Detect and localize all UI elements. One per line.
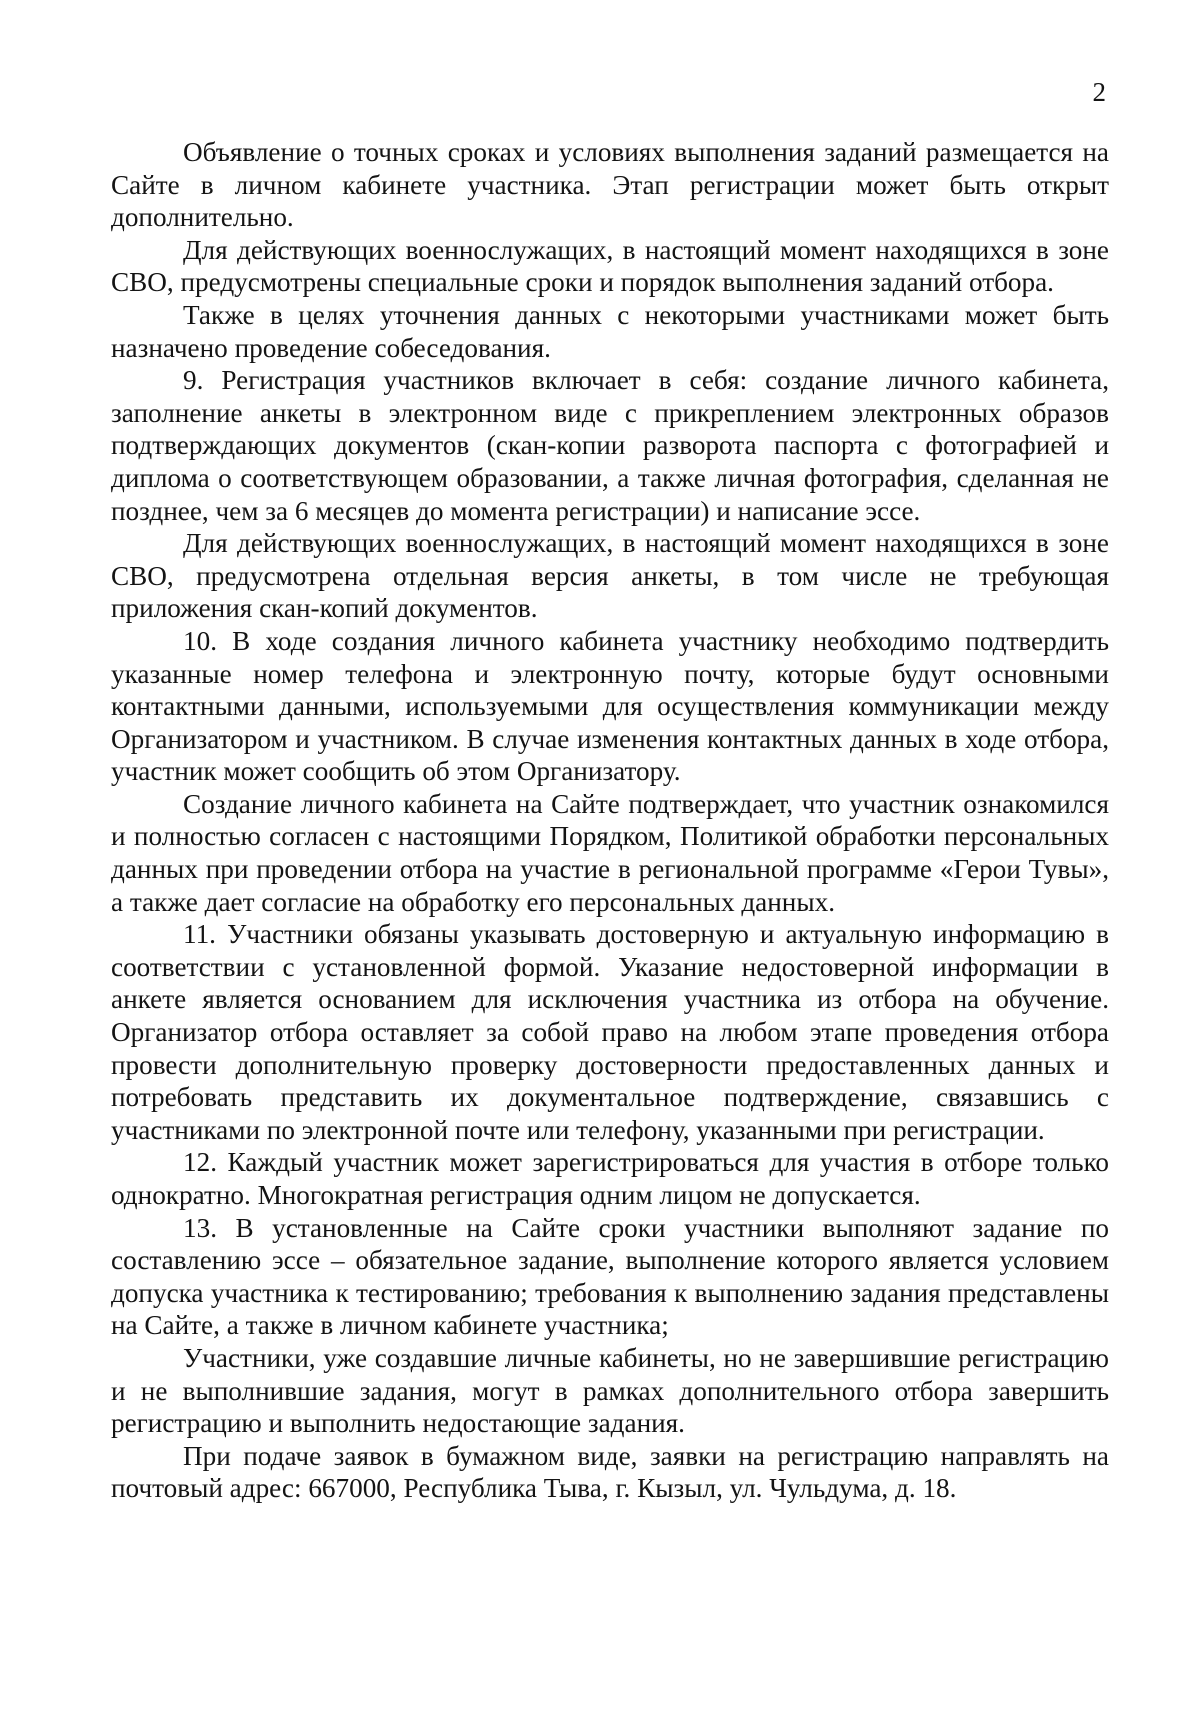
paragraph-item-10: 10. В ходе создания личного кабинета участнику необходимо подтвердить указанные номер телефона и электронную почту, которые будут основными контактными данными, используемыми для осуществления коммуникации между Организатором и участником. В случае изменения контактных данных в ходе отбора, участник может сообщить об этом Организатору.: [111, 625, 1109, 787]
paragraph-item-9: 9. Регистрация участников включает в себя: создание личного кабинета, заполнение анкеты в электронном виде с прикреплением электронных образов подтверждающих документов (скан-копии разворота паспорта с фотографией и диплома о соответствующем образовании, а также личная фотография, сделанная не позднее, чем за 6 месяцев до момента регистрации) и написание эссе.: [111, 365, 1109, 526]
paragraph-item-13: 13. В установленные на Сайте сроки участники выполняют задание по составлению эссе – обязательное задание, выполнение которого является условием допуска участника к тестированию; требования к выполнению задания представлены на Сайте, а также в личном кабинете участника;: [111, 1212, 1109, 1341]
page-number: 2: [1092, 77, 1106, 107]
paragraph-svo-form: Для действующих военнослужащих, в настоящий момент находящихся в зоне СВО, предусмотрена отдельная версия анкеты, в том числе не требующая приложения скан-копий документов.: [111, 528, 1109, 624]
paragraph-item-12: 12. Каждый участник может зарегистрироваться для участия в отборе только однократно. Многократная регистрация одним лицом не допускается.: [111, 1147, 1109, 1210]
paragraph-announcement: Объявление о точных сроках и условиях выполнения заданий размещается на Сайте в личном кабинете участника. Этап регистрации может быть открыт дополнительно.: [111, 137, 1109, 233]
paragraph-svo-deadlines: Для действующих военнослужащих, в настоящий момент находящихся в зоне СВО, предусмотрены специальные сроки и порядок выполнения заданий отбора.: [111, 234, 1109, 298]
paragraph-additional-selection: Участники, уже создавшие личные кабинеты, но не завершившие регистрацию и не выполнившие задания, могут в рамках дополнительного отбора завершить регистрацию и выполнить недостающие задания.: [111, 1342, 1109, 1439]
paragraph-interview: Также в целях уточнения данных с некоторыми участниками может быть назначено проведение собеседования.: [111, 299, 1109, 363]
paragraph-item-11: 11. Участники обязаны указывать достоверную и актуальную информацию в соответствии с установленной формой. Указание недостоверной информации в анкете является основанием для исключения участника из отбора на обучение. Организатор отбора оставляет за собой право на любом этапе проведения отбора провести дополнительную проверку достоверности предоставленных данных и потребовать представить их документальное подтверждение, связавшись с участниками по электронной почте или телефону, указанными при регистрации.: [111, 919, 1109, 1145]
paragraph-consent: Создание личного кабинета на Сайте подтверждает, что участник ознакомился и полностью согласен с настоящими Порядком, Политикой обработки персональных данных при проведении отбора на участие в региональной программе «Герои Тувы», а также дает согласие на обработку его персональных данных.: [111, 788, 1109, 917]
paragraph-postal-address: При подаче заявок в бумажном виде, заявки на регистрацию направлять на почтовый адрес: 667000, Республика Тыва, г. Кызыл, ул. Чульдума, д. 18.: [111, 1440, 1109, 1504]
document-body: [111, 136, 1109, 1505]
